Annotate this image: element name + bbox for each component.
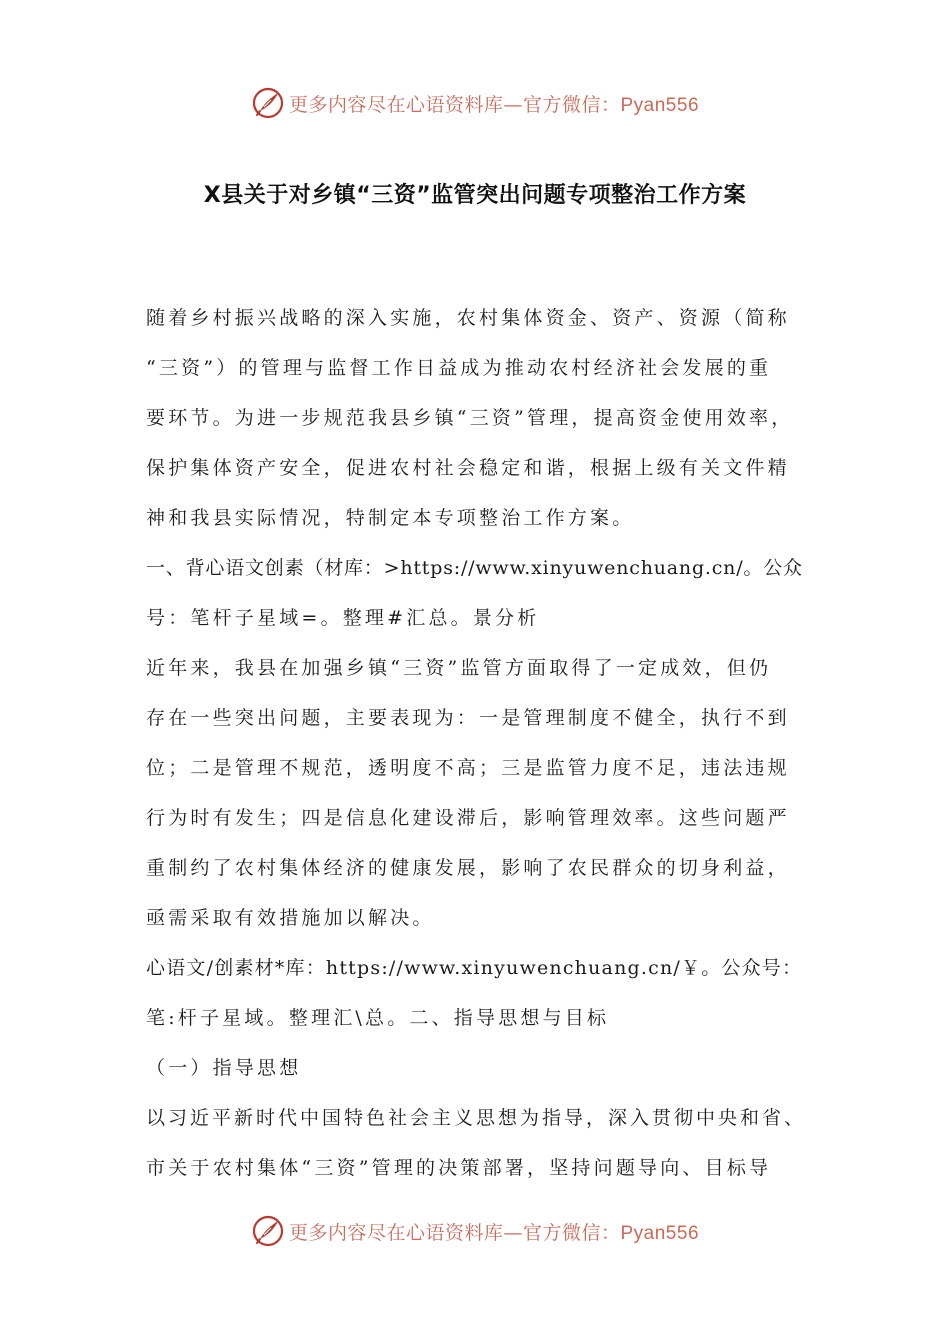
banner-wechat-id: Pyan556 (620, 94, 700, 116)
body-line: 以习近平新时代中国特色社会主义思想为指导，深入贯彻中央和省、 (146, 1107, 807, 1129)
banner-text (289, 90, 699, 117)
body-line: 近年来，我县在加强乡镇“三资”监管方面取得了一定成效，但仍 (146, 657, 772, 679)
body-line: 亟需采取有效措施加以解决。 (146, 907, 435, 929)
section-heading: （一）指导思想 (146, 1057, 302, 1079)
document-title: X县关于对乡镇“三资”监管突出问题专项整治工作方案 (203, 183, 747, 208)
footer-banner (0, 1211, 950, 1251)
quill-pen-logo-icon (251, 1214, 285, 1248)
document-body (146, 298, 810, 1198)
body-line: 随着乡村振兴战略的深入实施，农村集体资金、资产、资源（简称 (146, 307, 790, 329)
header-banner (0, 83, 950, 123)
body-line: 位；二是管理不规范，透明度不高；三是监管力度不足，违法违规 (146, 757, 790, 779)
body-line: 心语文/创素材*库：https://www.xinyuwenchuang.cn/￥。公众号： (146, 957, 803, 979)
body-line: 存在一些突出问题，主要表现为：一是管理制度不健全，执行不到 (146, 707, 790, 729)
quill-pen-logo-icon (251, 86, 285, 120)
body-line: 要环节。为进一步规范我县乡镇“三资”管理，提高资金使用效率， (146, 407, 794, 429)
body-line: 行为时有发生；四是信息化建设滞后，影响管理效率。这些问题严 (146, 807, 790, 829)
banner-label: 更多内容尽在心语资料库—官方微信： (288, 1221, 621, 1244)
body-line: 笔:杆子星域。整理汇\总。二、指导思想与目标 (146, 1007, 610, 1029)
body-line: “三资”）的管理与监督工作日益成为推动农村经济社会发展的重 (146, 357, 772, 379)
banner-wechat-id: Pyan556 (620, 1222, 700, 1244)
banner-label: 更多内容尽在心语资料库—官方微信： (288, 93, 621, 116)
banner-text (289, 1218, 699, 1245)
body-line: 神和我县实际情况，特制定本专项整治工作方案。 (146, 507, 635, 529)
body-line: 保护集体资产安全，促进农村社会稳定和谐，根据上级有关文件精 (146, 457, 790, 479)
body-line: 号：笔杆子星域=。整理#汇总。景分析 (146, 607, 540, 629)
body-line: 一、背心语文创素（材库：>https://www.xinyuwenchuang.cn/。公众 (146, 557, 803, 579)
body-line: 重制约了农村集体经济的健康发展，影响了农民群众的切身利益， (146, 857, 790, 879)
body-line: 市关于农村集体“三资”管理的决策部署，坚持问题导向、目标导 (146, 1157, 772, 1179)
